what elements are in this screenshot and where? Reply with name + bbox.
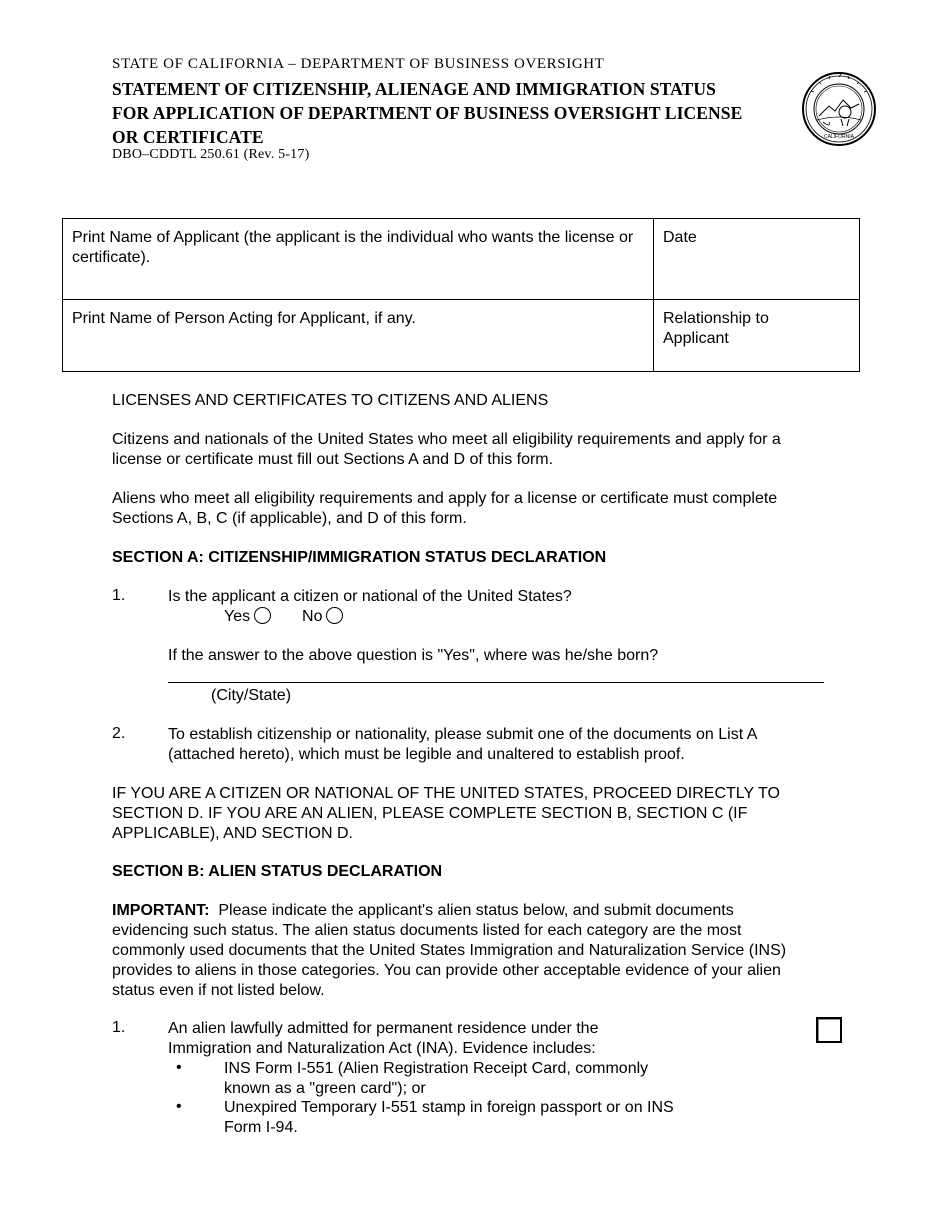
aliens-line-2: Sections A, B, C (if applicable), and D of this form. <box>112 510 467 527</box>
section-b-heading: SECTION B: ALIEN STATUS DECLARATION <box>112 863 443 880</box>
bullet-1-icon: • <box>176 1059 182 1076</box>
evidence-bullet-1-line-1: INS Form I-551 (Alien Registration Receipt Card, commonly <box>224 1060 649 1077</box>
evidence-bullet-2 <box>224 1098 724 1138</box>
intro-heading: LICENSES AND CERTIFICATES TO CITIZENS AND ALIENS <box>112 392 549 409</box>
no-label: No <box>302 608 323 625</box>
applicant-info-table <box>62 218 860 372</box>
permanent-resident-checkbox[interactable] <box>816 1017 842 1043</box>
birthplace-question: If the answer to the above question is "Yes", where was he/she born? <box>168 647 659 664</box>
aliens-line-1: Aliens who meet all eligibility requirements and apply for a license or certificate must complete <box>112 490 778 507</box>
yes-label: Yes <box>224 608 251 625</box>
citizens-paragraph <box>112 430 842 470</box>
alien-item-1-text <box>168 1019 598 1059</box>
evidence-bullet-2-line-1: Unexpired Temporary I-551 stamp in foreign passport or on INS <box>224 1099 674 1116</box>
relationship-label-line-2: Applicant <box>663 330 729 347</box>
bullet-2-icon: • <box>176 1098 182 1115</box>
question-2-text <box>168 725 757 765</box>
important-paragraph <box>112 901 842 1001</box>
question-1-number: 1. <box>112 587 126 604</box>
question-2-line-2: (attached hereto), which must be legible and unaltered to establish proof. <box>168 746 685 763</box>
important-line-3: commonly used documents that the United States Immigration and Naturalization Service (INS) <box>112 942 787 959</box>
section-a-heading: SECTION A: CITIZENSHIP/IMMIGRATION STATUS DECLARATION <box>112 549 607 566</box>
important-line-5: status even if not listed below. <box>112 982 325 999</box>
aliens-paragraph <box>112 489 842 529</box>
form-number: DBO–CDDTL 250.61 (Rev. 5-17) <box>112 147 310 162</box>
alien-item-1-line-1: An alien lawfully admitted for permanent residence under the <box>168 1020 599 1037</box>
question-1-text: Is the applicant a citizen or national of the United States? <box>168 588 572 605</box>
important-line-2: evidencing such status. The alien status documents listed for each category are the most <box>112 922 742 939</box>
acting-person-name-field[interactable] <box>63 300 654 372</box>
proceed-notice-line-2: SECTION D. IF YOU ARE AN ALIEN, PLEASE COMPLETE SECTION B, SECTION C (IF <box>112 805 748 822</box>
date-label: Date <box>663 229 697 246</box>
no-radio[interactable] <box>326 607 343 624</box>
yes-radio[interactable] <box>254 607 271 624</box>
applicant-name-label: Print Name of Applicant (the applicant is the individual who wants the license or certificate). <box>72 229 634 266</box>
question-2-number: 2. <box>112 725 126 742</box>
important-line-1: Please indicate the applicant's alien status below, and submit documents <box>209 902 734 919</box>
citizen-answer-options <box>224 607 343 627</box>
important-line-4: provides to aliens in those categories. You can provide other acceptable evidence of your alien <box>112 962 781 979</box>
question-2-line-1: To establish citizenship or nationality, please submit one of the documents on List A <box>168 726 758 743</box>
proceed-notice-line-3: APPLICABLE), AND SECTION D. <box>112 825 353 842</box>
california-state-seal-icon <box>799 72 879 146</box>
important-label: IMPORTANT: <box>112 902 210 919</box>
proceed-notice-line-1: IF YOU ARE A CITIZEN OR NATIONAL OF THE UNITED STATES, PROCEED DIRECTLY TO <box>112 785 780 802</box>
alien-item-1-number: 1. <box>112 1019 126 1036</box>
alien-item-1-line-2: Immigration and Naturalization Act (INA). Evidence includes: <box>168 1040 596 1057</box>
citizens-line-1: Citizens and nationals of the United States who meet all eligibility requirements and apply for a <box>112 431 781 448</box>
form-title-line-2: FOR APPLICATION OF DEPARTMENT OF BUSINESS OVERSIGHT LICENSE <box>112 103 743 123</box>
agency-name: STATE OF CALIFORNIA – DEPARTMENT OF BUSINESS OVERSIGHT <box>112 56 605 72</box>
city-state-caption: (City/State) <box>211 687 292 704</box>
acting-person-label: Print Name of Person Acting for Applicant, if any. <box>72 310 416 327</box>
form-title-line-1: STATEMENT OF CITIZENSHIP, ALIENAGE AND IMMIGRATION STATUS <box>112 79 716 99</box>
seal-label: CALIFORNIA <box>823 134 855 140</box>
form-title-line-3: OR CERTIFICATE <box>112 127 264 147</box>
date-field[interactable] <box>654 219 860 300</box>
proceed-notice <box>112 784 842 844</box>
evidence-bullet-1-line-2: known as a "green card"); or <box>224 1080 426 1097</box>
evidence-bullet-2-line-2: Form I-94. <box>224 1119 298 1136</box>
citizens-line-2: license or certificate must fill out Sections A and D of this form. <box>112 451 554 468</box>
relationship-field[interactable] <box>654 300 860 372</box>
relationship-label-line-1: Relationship to <box>663 310 769 327</box>
birthplace-input-line[interactable] <box>168 682 824 683</box>
form-title <box>112 77 792 149</box>
evidence-bullet-1 <box>224 1059 724 1099</box>
applicant-name-field[interactable] <box>63 219 654 300</box>
